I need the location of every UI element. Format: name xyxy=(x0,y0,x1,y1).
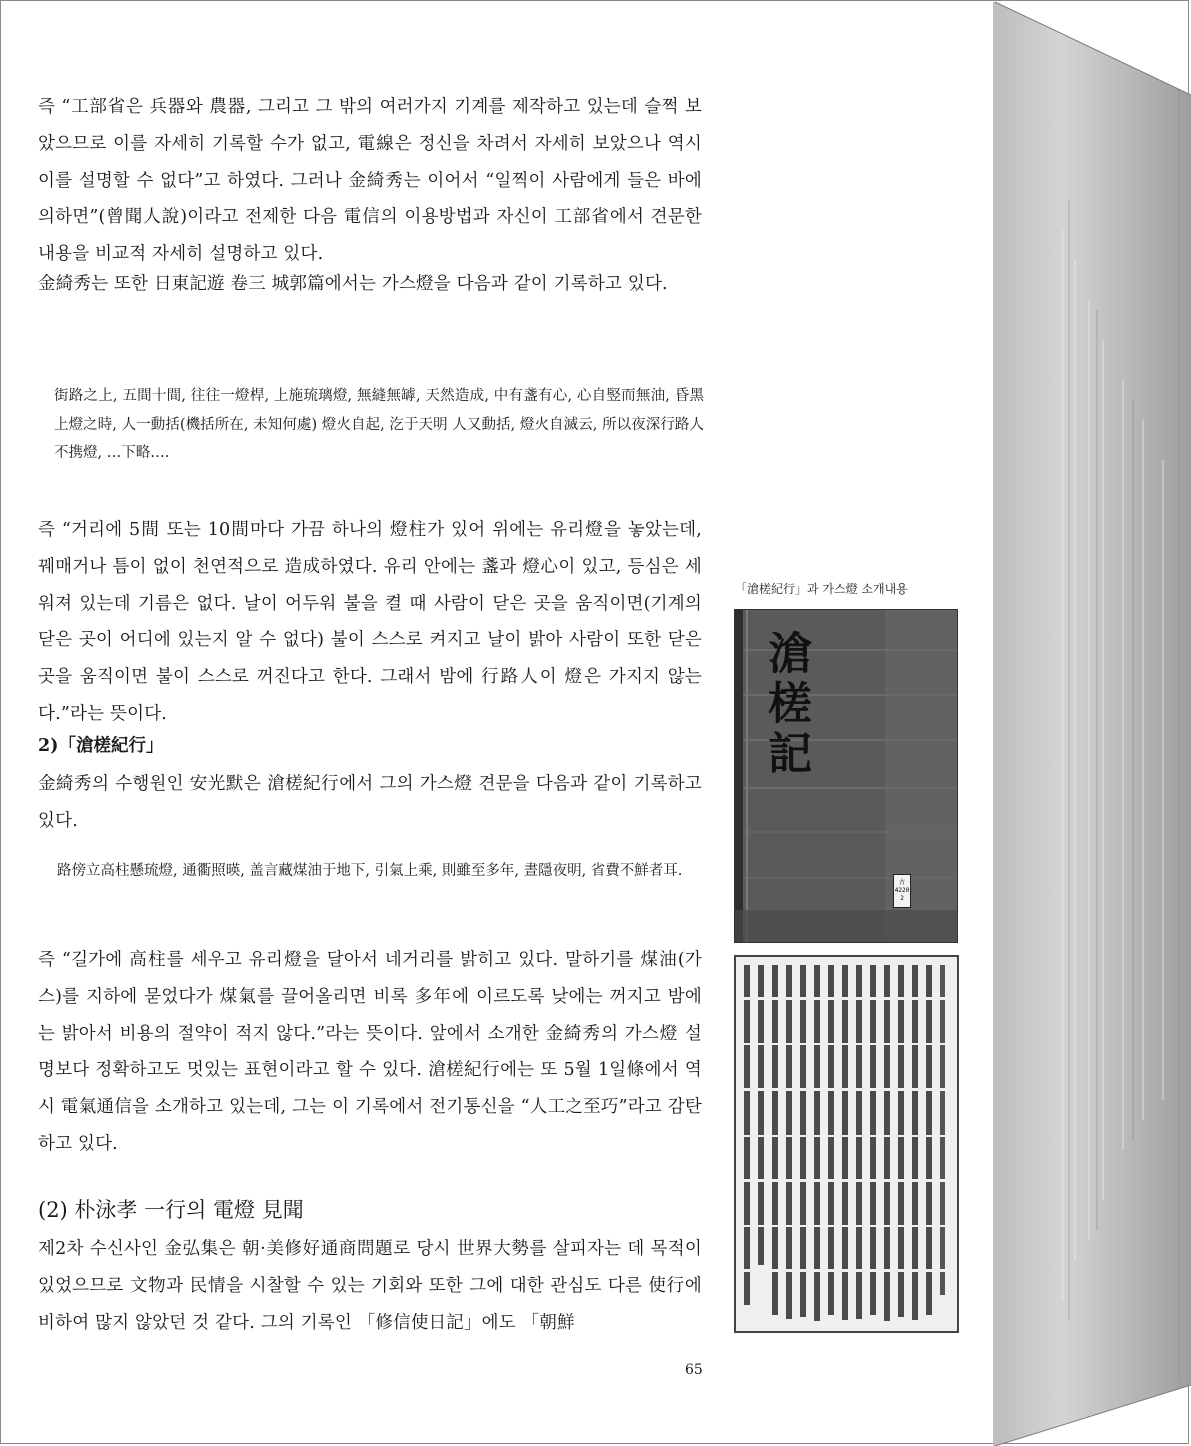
figure-caption: 「滄槎紀行」과 가스燈 소개내용 xyxy=(735,582,908,596)
page-number: 65 xyxy=(685,1362,703,1378)
paragraph-translation-1: 즉 “거리에 5間 또는 10間마다 가끔 하나의 燈柱가 있어 위에는 유리燈을 놓았는데, 꿰매거나 틈이 없이 천연적으로 造成하였다. 유리 안에는 盞과 燈心이 있고, 등심은 세워져 있는데 기름은 없다. 날이 어두워 불을 켤 때 사람이 닫은 곳을 움직이면(기계의 닫은 곳이 어디에 있는지 알 수 없다) 불이 스스로 켜지고 날이 밝아 사람이 또한 닫은 곳을 움직이면 불이 스스로 꺼진다고 한다. 그래서 밤에 行路人이 燈은 가지지 않는다.”라는 뜻이다. xyxy=(38,520,702,724)
book-cover-photo xyxy=(734,609,958,943)
cover-title: 滄槎記 xyxy=(760,630,811,780)
quote-ildonggiyu: 街路之上, 五間十間, 往往一燈桿, 上施琉璃燈, 無縫無罅, 天然造成, 中有盞有心, 心自竪而無油, 昏黑上燈之時, 人一動括(機括所在, 未知何處) 燈火自起, 汔于天明 人又動括, 燈火自滅云, 所以夜深行路人不携燈, …下略…. xyxy=(54,388,704,461)
section-title-park-yeonghyo: (2) 朴泳孝 一行의 電燈 見聞 xyxy=(38,1198,304,1222)
paragraph-intro: 즉 “工部省은 兵器와 農器, 그리고 그 밖의 여러가지 기계를 제작하고 있는데 슬쩍 보았으므로 이를 자세히 기록할 수가 없고, 電線은 정신을 차려서 자세히 보았으나 역시 이를 설명할 수 없다”고 하였다. 그러나 金綺秀는 이어서 “일찍이 사람에게 들은 바에 의하면”(曾聞人說)이라고 전제한 다음 電信의 이용방법과 자신이 工部省에서 견문한 내용을 비교적 자세히 설명하고 있다. xyxy=(38,97,702,265)
paragraph-translation-2: 즉 “길가에 高柱를 세우고 유리燈을 달아서 네거리를 밝히고 있다. 말하기를 煤油(가스)를 지하에 묻었다가 煤氣를 끌어올리면 비록 多年에 이르도록 낮에는 꺼지고 밤에는 밝아서 비용의 절약이 적지 않다.”라는 뜻이다. 앞에서 소개한 金綺秀의 가스燈 설명보다 정확하고도 멋있는 표현이라고 할 수 있다. 滄槎紀行에는 또 5월 1일條에서 역시 電氣通信을 소개하고 있는데, 그는 이 기록에서 전기통신을 “人工之至巧”라고 감탄하고 있다. xyxy=(38,950,702,1154)
cover-shelf-label: 古 4220 2 xyxy=(893,874,911,908)
quote-changsagihaeng: 路傍立高柱懸琉燈, 通衢照暎, 盖言藏煤油于地下, 引氣上乘, 則雖至多年, 晝隱夜明, 省費不鮮者耳. xyxy=(57,863,683,879)
manuscript-handwriting xyxy=(736,957,957,1331)
book-edge-pages xyxy=(993,0,1191,1446)
subheading-changsagihaeng: 2)「滄槎紀行」 xyxy=(38,736,164,756)
manuscript-photo xyxy=(734,955,959,1333)
paragraph-angwangmuk: 金綺秀의 수행원인 安光默은 滄槎紀行에서 그의 가스燈 견문을 다음과 같이 기록하고 있다. xyxy=(38,774,702,831)
paragraph-kim-hongjip: 제2차 수신사인 金弘集은 朝·美修好通商問題로 당시 世界大勢를 살피자는 데 목적이 있었으므로 文物과 民情을 시찰할 수 있는 기회와 또한 그에 대한 관심도 다른 使行에 비하여 많지 않았던 것 같다. 그의 기록인 「修信使日記」에도 「朝鮮 xyxy=(38,1239,702,1333)
paragraph-gaslamp-intro: 金綺秀는 또한 日東記遊 卷三 城郭篇에서는 가스燈을 다음과 같이 기록하고 있다. xyxy=(38,274,668,294)
